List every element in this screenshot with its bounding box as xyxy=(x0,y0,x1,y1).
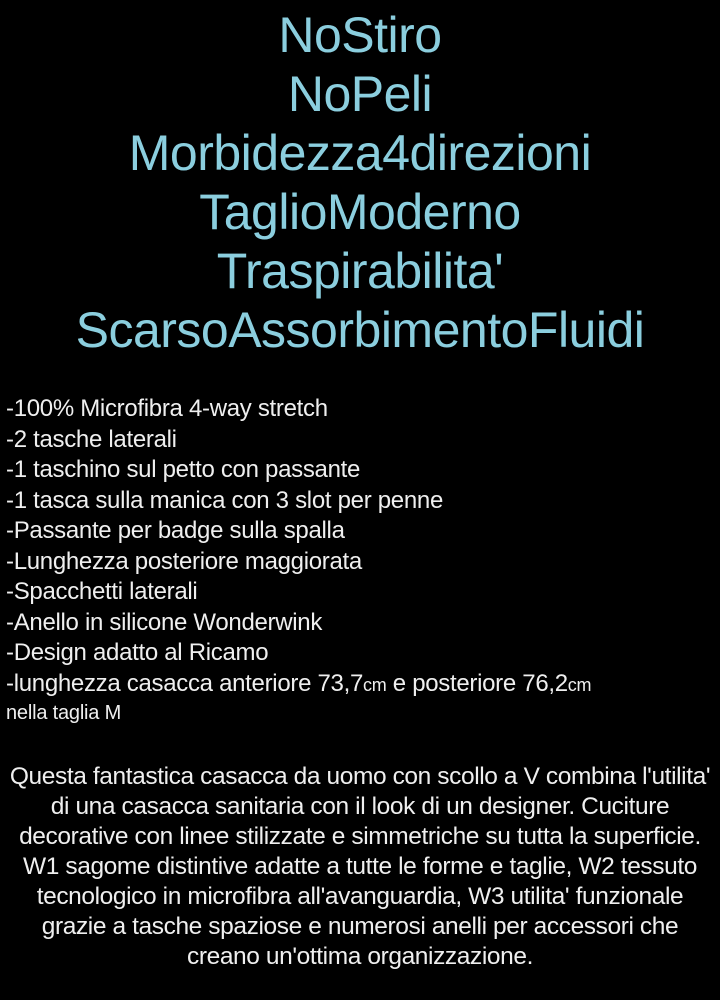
feature-item: -Design adatto al Ricamo xyxy=(6,639,269,666)
highlight-line: NoStiro xyxy=(278,7,442,63)
feature-item-garment-length xyxy=(0,669,720,701)
highlight-line: NoPeli xyxy=(287,66,433,122)
highlight-line: Traspirabilita' xyxy=(216,243,504,299)
product-highlights xyxy=(0,6,720,360)
length-unit-back: cm xyxy=(567,674,592,695)
length-unit-front: cm xyxy=(363,674,387,695)
highlight-line: TaglioModerno xyxy=(199,184,521,240)
highlight-line: ScarsoAssorbimentoFluidi xyxy=(75,302,645,358)
feature-list xyxy=(0,394,720,669)
length-text-front: -lunghezza casacca anteriore 73,7 xyxy=(6,669,363,697)
product-description: Questa fantastica casacca da uomo con scollo a V combina l'utilita' di una casacca sanitaria con il look di un designer. Cuciture decorative con linee stilizzate e simmetriche su tutta la superficie. W1 sagome distintive adatte a tutte le forme e taglie, W2 tessuto tecnologico in microfibra all'avanguardia, W3 utilita' funzionale grazie a tasche spaziose e numerosi anelli per accessori che creano un'ottima organizzazione. xyxy=(9,763,711,970)
length-text-back: e posteriore 76,2 xyxy=(386,669,568,697)
feature-item: -1 tasca sulla manica con 3 slot per penne xyxy=(6,486,443,514)
highlight-line: Morbidezza4direzioni xyxy=(128,125,592,181)
feature-item: -2 tasche laterali xyxy=(6,425,177,453)
feature-item: -Lunghezza posteriore maggiorata xyxy=(6,547,362,575)
feature-item: -1 taschino sul petto con passante xyxy=(6,456,361,483)
feature-item: -Passante per badge sulla spalla xyxy=(6,517,345,544)
feature-item: -Spacchetti laterali xyxy=(6,578,198,605)
size-note: nella taglia M xyxy=(6,702,122,724)
feature-item: -Anello in silicone Wonderwink xyxy=(6,608,323,636)
feature-item: -100% Microfibra 4-way stretch xyxy=(6,395,328,422)
